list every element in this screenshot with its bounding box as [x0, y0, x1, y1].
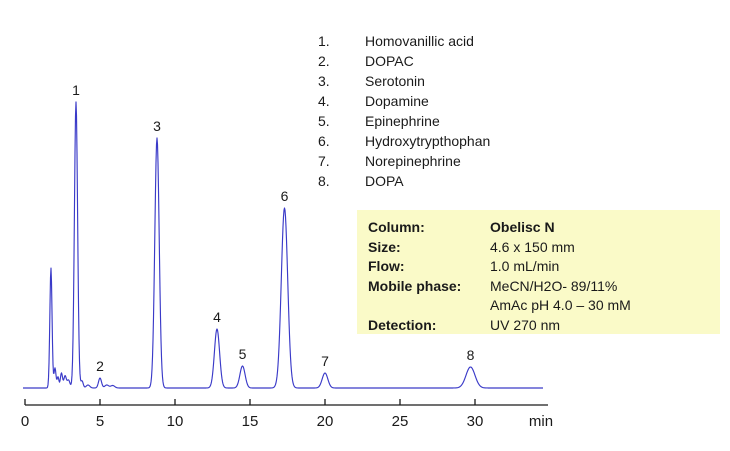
legend-item-name: Homovanillic acid [365, 33, 474, 49]
condition-label: Mobile phase: [368, 277, 462, 294]
condition-row [368, 277, 714, 297]
peak-label-8: 8 [466, 347, 475, 363]
peak-label-5: 5 [238, 346, 247, 362]
condition-row [368, 296, 714, 316]
peak-label-4: 4 [213, 309, 221, 325]
x-axis-tick-label: 25 [391, 413, 409, 430]
condition-label: Flow: [368, 258, 405, 274]
x-axis-unit-label: min [528, 413, 554, 430]
condition-value: Obelisc N [490, 219, 555, 235]
legend-item [318, 51, 490, 71]
x-axis-tick-label: 30 [466, 413, 484, 430]
condition-label: Size: [368, 238, 401, 255]
legend-item [318, 31, 490, 51]
x-axis-tick-label: 5 [95, 413, 105, 430]
legend-item [318, 151, 490, 171]
condition-row [368, 257, 714, 277]
condition-row [368, 218, 714, 238]
conditions-box [357, 210, 720, 334]
legend-item-number: 2. [318, 53, 330, 69]
legend-item-name: Dopamine [365, 93, 429, 109]
peak-label-7: 7 [321, 353, 329, 369]
legend-item-name: Epinephrine [365, 113, 440, 129]
legend-item-name: DOPAC [365, 53, 414, 69]
x-axis-tick-label: 20 [316, 413, 334, 430]
legend-item [318, 71, 490, 91]
x-axis-tick-label: 0 [20, 413, 30, 430]
condition-label: Column: [368, 219, 425, 235]
peak-label-6: 6 [280, 188, 289, 204]
legend-item-number: 3. [318, 73, 330, 89]
x-axis-tick-label: 15 [241, 413, 259, 430]
legend-item-name: Hydroxytrypthophan [365, 133, 491, 149]
legend-item-name: DOPA [365, 173, 404, 189]
legend-item-number: 6. [318, 133, 330, 149]
condition-value: 1.0 mL/min [490, 258, 560, 274]
peak-label-1: 1 [72, 82, 80, 98]
condition-value: UV 270 nm [490, 316, 561, 333]
condition-value: MeCN/H2O- 89/11% [490, 277, 618, 294]
condition-row [368, 238, 714, 258]
legend-item [318, 171, 490, 191]
condition-label: Detection: [368, 316, 437, 333]
peak-label-3: 3 [153, 118, 161, 134]
legend-item [318, 131, 490, 151]
condition-row [368, 316, 714, 336]
legend-item [318, 91, 490, 111]
legend-item-number: 4. [318, 93, 330, 109]
legend-item-name: Serotonin [365, 73, 425, 89]
peak-label-2: 2 [96, 358, 104, 374]
condition-value: 4.6 x 150 mm [490, 238, 575, 255]
legend-item [318, 111, 490, 131]
compound-legend [318, 31, 490, 191]
x-axis-tick-label: 10 [166, 413, 184, 430]
legend-item-number: 8. [318, 173, 330, 189]
condition-value: AmAc pH 4.0 – 30 mM [490, 297, 631, 313]
legend-item-name: Norepinephrine [365, 153, 461, 169]
legend-item-number: 7. [318, 153, 330, 169]
legend-item-number: 5. [318, 113, 330, 129]
legend-item-number: 1. [318, 33, 330, 49]
